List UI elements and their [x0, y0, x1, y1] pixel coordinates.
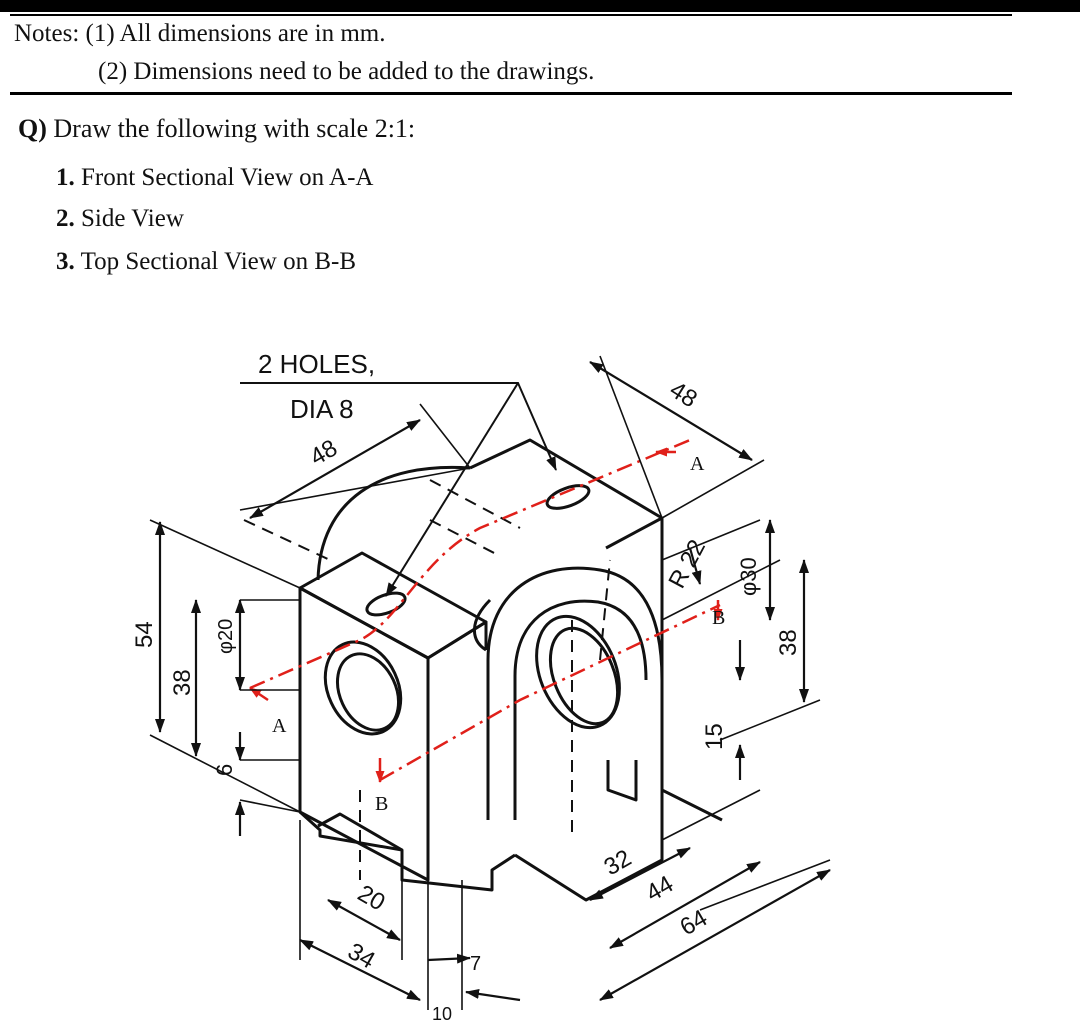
dim-38-right-text: 38: [775, 629, 802, 656]
dim-15-text: 15: [701, 723, 728, 750]
hole-callout-leader: [240, 383, 556, 596]
dim-10-arrow-right: [466, 992, 520, 1000]
dim-64-text: 64: [675, 904, 713, 942]
section-label-a-top: A: [690, 453, 705, 475]
dim-20-bottom-text: 20: [353, 879, 390, 917]
dim-R22-text: R 22: [663, 535, 712, 593]
left-boss-top-face: [300, 553, 486, 658]
section-label-b-right: B: [712, 607, 726, 629]
dim-44-text: 44: [641, 870, 679, 908]
dim-54-text: 54: [131, 621, 158, 648]
task-item-2-number: 2.: [56, 205, 75, 232]
question-label: Q): [18, 114, 47, 143]
note-line-1: Notes: (1) All dimensions are in mm.: [14, 20, 386, 47]
upright-inner-arc: [515, 601, 646, 820]
dim-32-text: 32: [599, 844, 637, 882]
note-line-2: (2) Dimensions need to be added to the drawings.: [98, 58, 595, 85]
section-line-a: [250, 440, 690, 688]
dim-48-top-text: 48: [664, 376, 702, 414]
dim-48-left-text: 48: [305, 434, 343, 472]
section-label-a-left: A: [272, 715, 287, 737]
question-text: Draw the following with scale 2:1:: [53, 114, 416, 143]
section-arrows: [250, 452, 718, 782]
hole-phi20-left: [311, 630, 415, 747]
dim-38-left-text: 38: [169, 669, 196, 696]
base-plate-right: [515, 740, 662, 900]
base-rear-step: [608, 760, 636, 800]
hole-phi20-left-inner: [326, 644, 411, 740]
callout-line-2: DIA 8: [290, 394, 354, 424]
dim-7-arrow: [428, 958, 470, 960]
dim-phi20-text: φ20: [215, 618, 237, 654]
hole-phi30-upright-inner: [537, 618, 630, 733]
task-item-3-text: Top Sectional View on B-B: [80, 248, 356, 275]
dim-phi30-text: φ30: [736, 557, 761, 596]
task-item-1-number: 1.: [56, 164, 75, 191]
dim-48-left-line: [250, 420, 420, 518]
task-item-1-text: Front Sectional View on A-A: [81, 164, 374, 191]
base-plate-front: [300, 812, 515, 890]
extension-lines: [150, 356, 830, 1010]
base-right-edge: [662, 790, 722, 820]
section-label-b-bottom: B: [375, 793, 389, 815]
section-line-b: [380, 605, 720, 780]
callout-line-1: 2 HOLES,: [258, 349, 376, 379]
dim-7-text: 7: [470, 953, 482, 975]
dim-48-top-line: [590, 362, 752, 460]
cylinder-arc-back: [318, 467, 470, 580]
right-block-top: [470, 440, 662, 548]
task-item-2-text: Side View: [81, 205, 184, 232]
dim-10-text: 10: [432, 1004, 453, 1022]
task-item-3-number: 3.: [56, 248, 75, 275]
dim-6-text: 6: [212, 763, 237, 776]
hole-dia8-left-boss: [364, 589, 408, 620]
dim-34-text: 34: [343, 937, 380, 975]
